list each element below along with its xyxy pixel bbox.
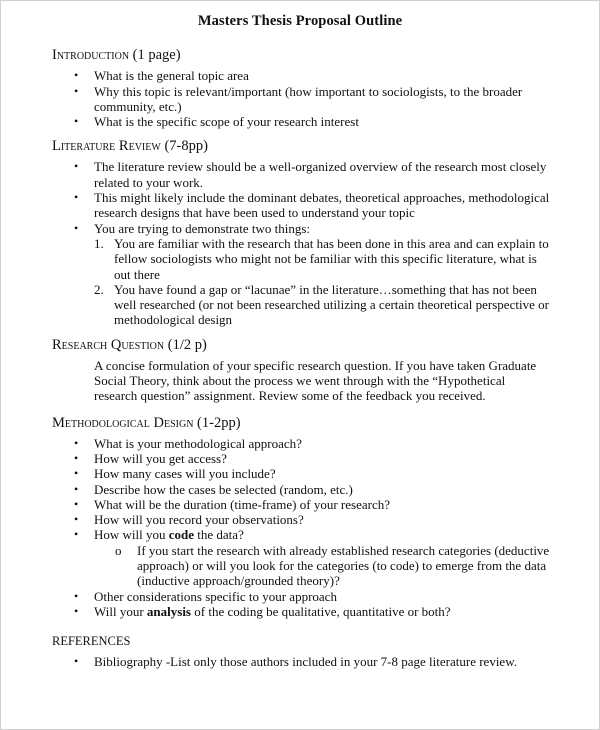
heading-text: Introduction [52,47,130,64]
bullet-marker: • [74,114,79,129]
bullet-marker: • [74,512,79,527]
list-item: • Describe how the cases be selected (random, etc.) [74,481,353,497]
list-item: • Bibliography -List only those authors included in your 7-8 page literature review. [74,654,517,670]
bullet-marker: • [74,588,79,603]
heading-length: (1-2pp) [197,414,241,431]
heading-text: Literature Review [52,138,161,155]
list-item: • What is the general topic area [74,68,249,84]
emphasis-analysis: analysis [146,603,191,619]
list-item: • How will you get access? [74,450,227,466]
bullet-marker: • [74,496,79,511]
bullet-marker: • [74,220,79,235]
list-item: • You are trying to demonstrate two things: 1. You are familiar with the research that has been done in this area and can explain to fellow sociologists who might not be familiar with this specific literature, what is out there 2. You have found a gap or “lacunae” in the literature…something that has not been well researched (or not been researched utilizing a certain theoretical perspective or methodological design [74,220,549,328]
emphasis-code: code [168,527,195,543]
introduction-list [0,68,600,129]
bullet-marker: • [74,83,79,98]
methodological-design-list [0,436,600,620]
list-item: • How will you record your observations? [74,512,304,528]
bullet-marker: • [74,435,79,450]
references-list [0,654,600,669]
list-item: • Will your analysis of the coding be qualitative, quantitative or both? [74,603,451,619]
bullet-marker: • [74,481,79,496]
numbered-sublist [94,236,550,328]
list-item: • Why this topic is relevant/important (how important to sociologists, to the broader community, etc.) [74,83,523,114]
item-number: 1. [94,235,104,251]
list-item: • Other considerations specific to your approach [74,588,337,604]
list-item: • How many cases will you include? [74,466,276,482]
numbered-item: 2. You have found a gap or “lacunae” in the literature…something that has not been well researched (or not been researched utilizing a certain theoretical perspective or methodological design [94,281,549,328]
document-page [0,14,600,679]
list-item: • The literature review should be a well-organized overview of the research most closely related to your work. [74,159,547,190]
item-number: 2. [94,281,104,297]
bullet-marker: • [74,466,79,481]
bullet-marker: • [74,68,79,83]
literature-review-list [0,159,600,327]
bullet-marker: • [74,450,79,465]
section-heading-literature-review [52,138,600,155]
bullet-marker: • [74,190,79,205]
sub-list-item: o If you start the research with already established research categories (deductive approach) or will you look for the categories (to code) to emerge from the data (inductive approach/grounded theory)? [115,542,550,589]
bullet-marker: • [74,527,79,542]
heading-text: Methodological Design [52,414,194,431]
section-heading-references: REFERENCES [52,634,131,649]
heading-length: (1/2 p) [167,336,207,353]
bullet-marker: • [74,159,79,174]
document-title: Masters Thesis Proposal Outline [197,13,403,29]
heading-length: (1 page) [132,47,181,64]
list-item: • How will you code the data? o If you start the research with already established research categories (deductive approach) or will you look for the categories (to code) to emerge from the data (inductive approach/grounded theory)? [74,527,550,589]
section-heading-methodological-design [52,415,600,432]
section-heading-introduction [52,47,600,64]
list-item: • What is your methodological approach? [74,435,302,451]
numbered-item: 1. You are familiar with the research that has been done in this area and can explain to fellow sociologists who might not be familiar with this specific literature, what is out there [94,235,549,282]
heading-text: Research Question [52,336,165,353]
list-item: • What will be the duration (time-frame) of your research? [74,496,390,512]
circle-marker: o [115,542,122,558]
research-question-paragraph: A concise formulation of your specific research question. If you have taken Graduate Social Theory, think about the process we went through with the “Hypothetical research question” assignment. Review some of the feedback you received. [94,357,537,404]
list-item: • This might likely include the dominant debates, theoretical approaches, methodological research designs that have been used to understand your topic [74,190,550,221]
section-heading-research-question [52,337,600,354]
list-item: • What is the specific scope of your research interest [74,114,359,130]
heading-length: (7-8pp) [164,138,208,155]
bullet-marker: • [74,654,79,669]
circle-sublist [94,543,550,589]
bullet-marker: • [74,603,79,618]
